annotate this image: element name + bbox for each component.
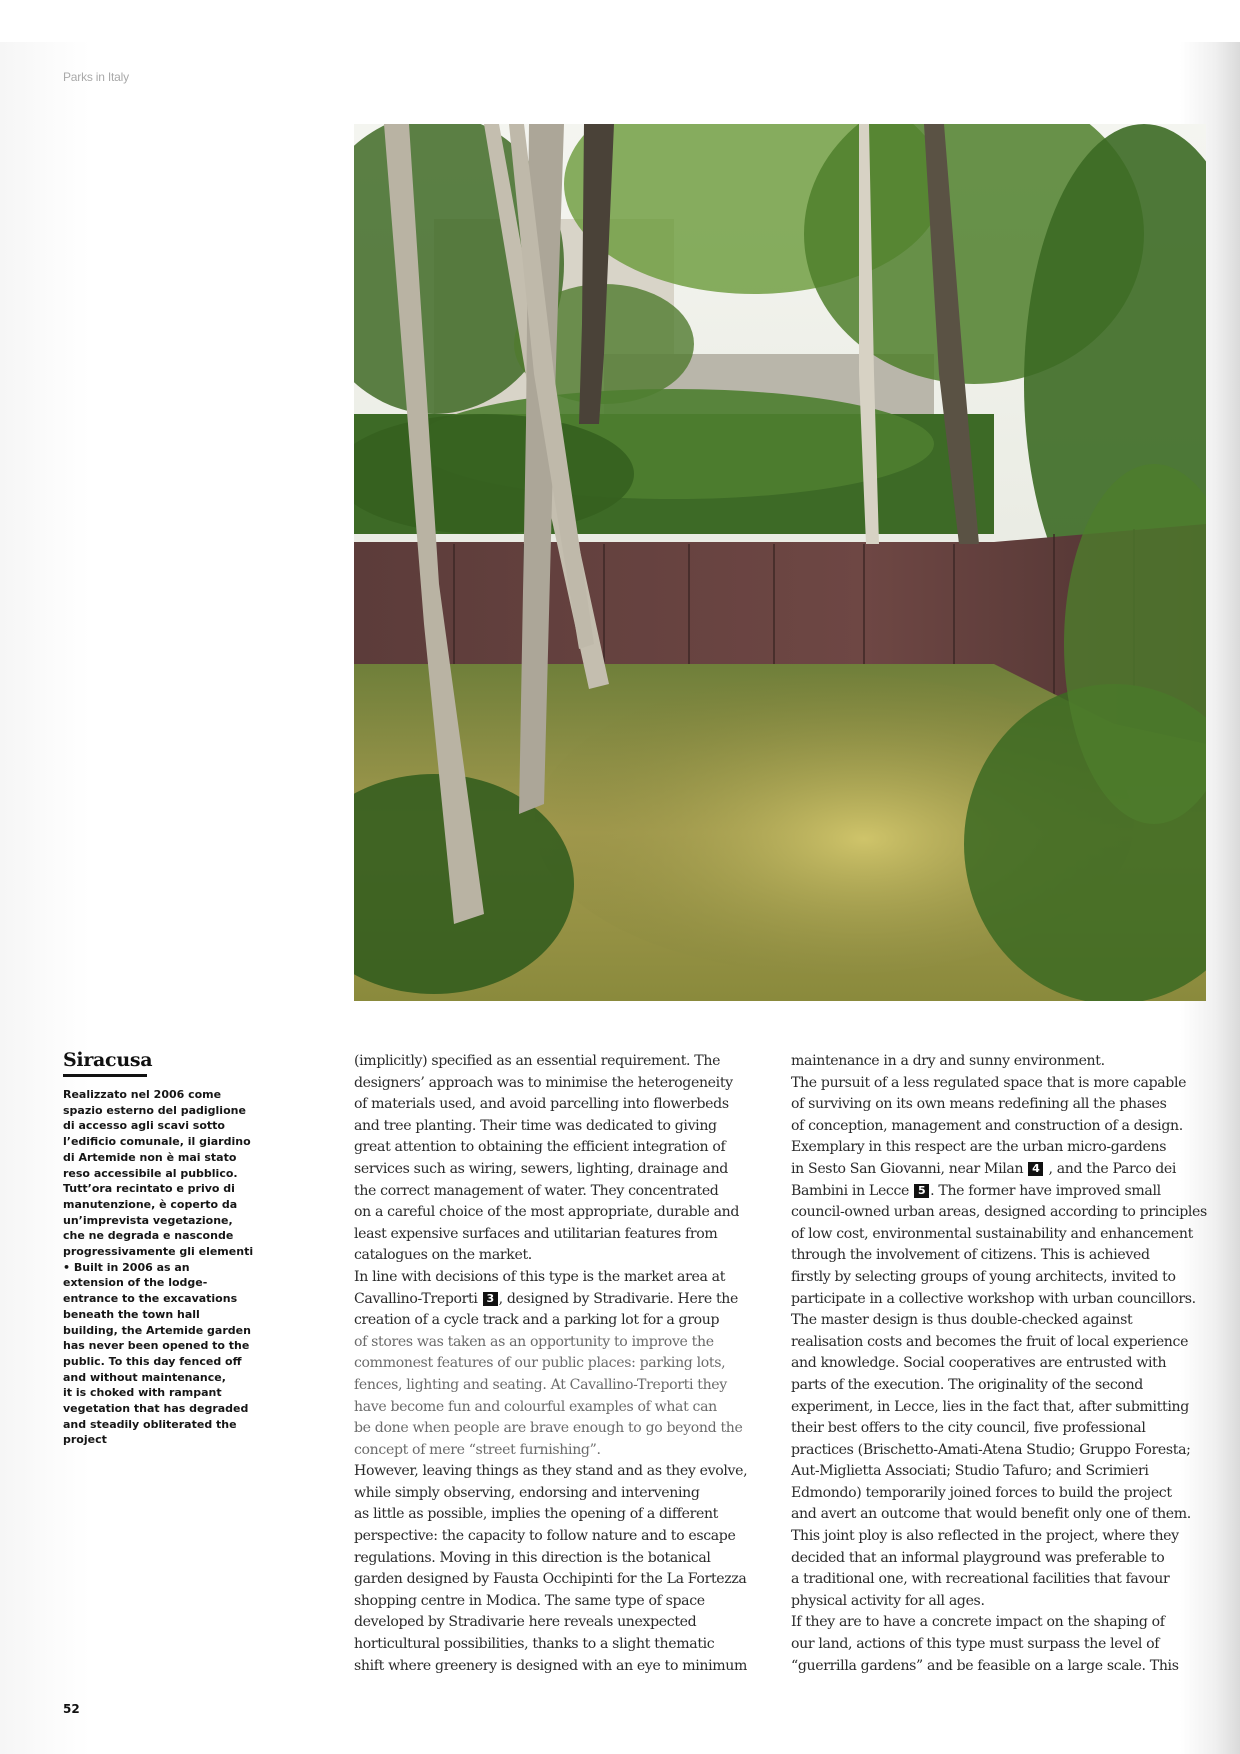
- photo-caption: [63, 1087, 254, 1448]
- body-line: through the involvement of citizens. This is achieved: [791, 1247, 1150, 1264]
- body-line: decided that an informal playground was preferable to: [791, 1549, 1165, 1566]
- body-text-fragment: Cavallino-Treporti: [354, 1290, 482, 1307]
- body-column-1: [354, 1051, 774, 1677]
- body-line: The master design is thus double-checked against: [791, 1312, 1133, 1329]
- body-line: The pursuit of a less regulated space that is more capable: [791, 1074, 1187, 1091]
- caption-line: • Built in 2006 as an: [63, 1260, 190, 1274]
- caption-line: progressivamente gli elementi: [63, 1245, 254, 1259]
- body-line: realisation costs and becomes the fruit of local experience: [791, 1333, 1189, 1350]
- body-line: [354, 1289, 774, 1311]
- caption-line: building, the Artemide garden: [63, 1323, 251, 1337]
- body-line: of stores was taken as an opportunity to improve the: [354, 1333, 714, 1350]
- body-line: [791, 1181, 1211, 1203]
- body-line: [791, 1159, 1211, 1181]
- body-line: services such as wiring, sewers, lighting, drainage and: [354, 1160, 728, 1177]
- body-line: participate in a collective workshop with urban councillors.: [791, 1290, 1196, 1307]
- body-line: experiment, in Lecce, lies in the fact that, after submitting: [791, 1398, 1189, 1415]
- body-line: a traditional one, with recreational facilities that favour: [791, 1571, 1170, 1588]
- caption-line: che ne degrada e nasconde: [63, 1229, 234, 1243]
- body-line: of materials used, and avoid parcelling into flowerbeds: [354, 1096, 729, 1113]
- figure-ref-5: 5: [914, 1184, 929, 1198]
- caption-line: Realizzato nel 2006 come: [63, 1088, 222, 1101]
- figure-ref-4: 4: [1028, 1162, 1043, 1176]
- body-line: while simply observing, endorsing and intervening: [354, 1484, 700, 1501]
- body-line: regulations. Moving in this direction is the botanical: [354, 1549, 711, 1566]
- caption-line: entrance to the excavations: [63, 1292, 238, 1306]
- body-line: of surviving on its own means redefining all the phases: [791, 1096, 1167, 1113]
- body-line: developed by Stradivarie here reveals unexpected: [354, 1614, 697, 1631]
- body-line: and knowledge. Social cooperatives are entrusted with: [791, 1355, 1167, 1372]
- body-line: the correct management of water. They concentrated: [354, 1182, 719, 1199]
- caption-line: extension of the lodge-: [63, 1276, 208, 1290]
- running-head: Parks in Italy: [63, 70, 129, 84]
- body-line: (implicitly) specified as an essential requirement. The: [354, 1053, 721, 1069]
- body-column-2: [791, 1051, 1211, 1677]
- body-line: and avert an outcome that would benefit only one of them.: [791, 1506, 1191, 1523]
- caption-line: Tutt’ora recintato e privo di: [63, 1182, 235, 1196]
- figure-ref-3: 3: [483, 1292, 498, 1306]
- body-line: shift where greenery is designed with an eye to minimum: [354, 1657, 748, 1674]
- body-line: This joint ploy is also reflected in the project, where they: [791, 1528, 1179, 1545]
- body-text-fragment: in Sesto San Giovanni, near Milan: [791, 1160, 1028, 1177]
- caption-line: public. To this day fenced off: [63, 1354, 242, 1368]
- caption-line: vegetation that has degraded: [63, 1402, 249, 1416]
- body-line: firstly by selecting groups of young architects, invited to: [791, 1268, 1176, 1285]
- caption-line: manutenzione, è coperto da: [63, 1197, 238, 1211]
- caption-line: di accesso agli scavi sotto: [63, 1119, 225, 1133]
- body-line: creation of a cycle track and a parking lot for a group: [354, 1312, 720, 1329]
- body-line: catalogues on the market.: [354, 1247, 532, 1264]
- body-line: In line with decisions of this type is the market area at: [354, 1268, 726, 1285]
- caption-underline: [63, 1074, 147, 1077]
- body-line: horticultural possibilities, thanks to a slight thematic: [354, 1636, 715, 1653]
- caption-line: un’imprevista vegetazione,: [63, 1213, 233, 1227]
- body-line: commonest features of our public places: parking lots,: [354, 1355, 726, 1372]
- caption-line: spazio esterno del padiglione: [63, 1103, 246, 1117]
- body-line: our land, actions of this type must surpass the level of: [791, 1636, 1160, 1653]
- body-text-fragment: , designed by Stradivarie. Here the: [498, 1290, 739, 1307]
- caption-line: it is choked with rampant: [63, 1386, 222, 1400]
- body-text-fragment: , and the Parco dei: [1044, 1160, 1177, 1177]
- body-line: of conception, management and construction of a design.: [791, 1117, 1183, 1134]
- garden-photo-drawing: [354, 124, 1206, 1001]
- body-line: perspective: the capacity to follow nature and to escape: [354, 1528, 736, 1545]
- body-line: their best offers to the city council, five professional: [791, 1420, 1146, 1437]
- body-line: be done when people are brave enough to go beyond the: [354, 1420, 743, 1437]
- body-line: practices (Brischetto-Amati-Atena Studio; Gruppo Foresta;: [791, 1441, 1191, 1458]
- caption-line: reso accessibile al pubblico.: [63, 1166, 238, 1180]
- body-line: on a careful choice of the most appropriate, durable and: [354, 1204, 740, 1221]
- caption-line: has never been opened to the: [63, 1339, 250, 1353]
- caption-line: di Artemide non è mai stato: [63, 1150, 237, 1164]
- body-line: great attention to obtaining the efficient integration of: [354, 1139, 726, 1156]
- caption-title: Siracusa: [63, 1049, 153, 1071]
- garden-photo: [354, 124, 1206, 1001]
- body-line: as little as possible, implies the opening of a different: [354, 1506, 718, 1523]
- top-margin: [0, 0, 1240, 42]
- body-line: of low cost, environmental sustainability and enhancement: [791, 1225, 1193, 1242]
- body-text-fragment: Bambini in Lecce: [791, 1182, 914, 1199]
- caption-line: project: [63, 1433, 107, 1447]
- caption-line: beneath the town hall: [63, 1307, 200, 1321]
- body-line: garden designed by Fausta Occhipinti for the La Fortezza: [354, 1571, 747, 1588]
- body-line: maintenance in a dry and sunny environment.: [791, 1053, 1105, 1069]
- body-line: physical activity for all ages.: [791, 1592, 985, 1609]
- body-line: least expensive surfaces and utilitarian features from: [354, 1225, 718, 1242]
- body-line: However, leaving things as they stand and as they evolve,: [354, 1463, 748, 1480]
- body-line: If they are to have a concrete impact on the shaping of: [791, 1614, 1165, 1631]
- body-line: and tree planting. Their time was dedicated to giving: [354, 1117, 717, 1134]
- body-line: Edmondo) temporarily joined forces to build the project: [791, 1484, 1172, 1501]
- page-number: 52: [63, 1702, 80, 1716]
- body-line: Aut-Miglietta Associati; Studio Tafuro; and Scrimieri: [791, 1463, 1149, 1480]
- body-line: concept of mere “street furnishing”.: [354, 1441, 601, 1458]
- body-line: Exemplary in this respect are the urban micro-gardens: [791, 1139, 1167, 1156]
- body-text-fragment: . The former have improved small: [930, 1182, 1161, 1199]
- body-line: designers’ approach was to minimise the heterogeneity: [354, 1074, 733, 1091]
- caption-line: and without maintenance,: [63, 1370, 226, 1384]
- body-line: council-owned urban areas, designed according to principles: [791, 1204, 1207, 1221]
- body-line: parts of the execution. The originality of the second: [791, 1376, 1143, 1393]
- caption-line: and steadily obliterated the: [63, 1417, 237, 1431]
- body-line: have become fun and colourful examples of what can: [354, 1398, 717, 1415]
- body-line: shopping centre in Modica. The same type of space: [354, 1592, 705, 1609]
- body-line: “guerrilla gardens” and be feasible on a large scale. This: [791, 1657, 1179, 1674]
- caption-line: l’edificio comunale, il giardino: [63, 1135, 251, 1149]
- body-line: fences, lighting and seating. At Cavallino-Treporti they: [354, 1376, 727, 1393]
